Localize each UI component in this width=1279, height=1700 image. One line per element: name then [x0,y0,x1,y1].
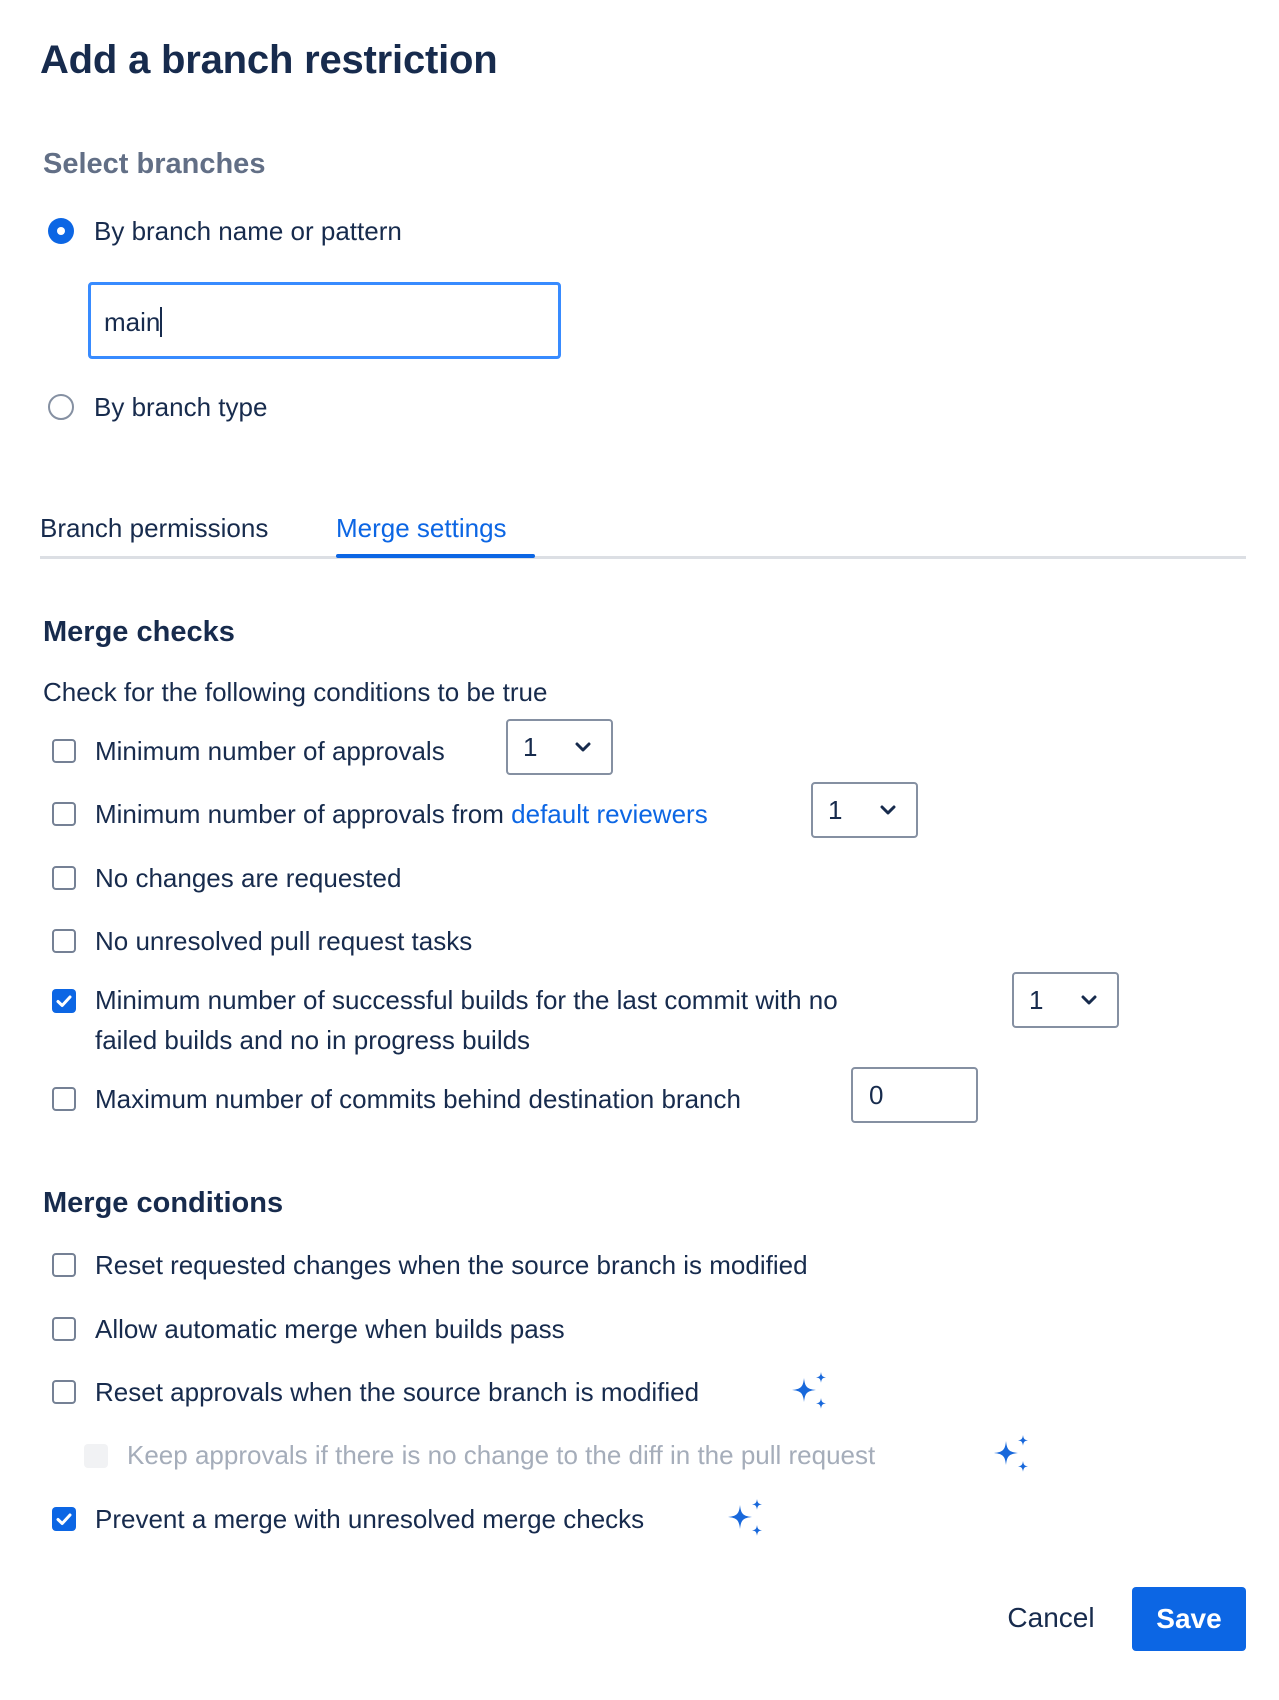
merge-checks-subtitle: Check for the following conditions to be true [43,677,548,707]
select-min-successful-builds-value: 1 [1029,985,1044,1015]
label-max-commits-behind: Maximum number of commits behind destination branch [95,1084,741,1114]
select-min-approvals-default-reviewers[interactable] [811,782,918,838]
label-reset-approvals-text: Reset approvals when the source branch is modified [95,1377,700,1407]
max-commits-behind-input[interactable] [851,1067,978,1123]
select-min-successful-builds[interactable] [1012,972,1119,1028]
checkbox-reset-approvals[interactable] [52,1380,76,1404]
checkbox-reset-requested-changes[interactable] [52,1253,76,1277]
active-tab-indicator [336,554,535,558]
label-keep-approvals: Keep approvals if there is no change to the diff in the pull request [127,1440,876,1470]
checkbox-min-approvals-default-reviewers[interactable] [52,802,76,826]
save-button[interactable]: Save [1132,1587,1246,1651]
dialog-title: Add a branch restriction [40,38,498,82]
max-commits-behind-value: 0 [869,1080,884,1110]
label-prevent-merge-unresolved: Prevent a merge with unresolved merge checks [95,1504,645,1534]
chevron-down-icon [575,741,591,753]
branch-pattern-input[interactable] [88,282,561,359]
radio-by-branch-type[interactable] [48,394,74,420]
label-min-approvals: Minimum number of approvals [95,736,445,766]
tab-branch-permissions[interactable]: Branch permissions [40,513,269,543]
checkbox-no-unresolved-tasks[interactable] [52,929,76,953]
checkbox-allow-automatic-merge[interactable] [52,1317,76,1341]
checkbox-keep-approvals [84,1444,108,1468]
label-reset-requested-changes: Reset requested changes when the source branch is modified [95,1250,808,1280]
checkbox-min-successful-builds[interactable] [52,989,76,1013]
checkmark-icon [52,1507,76,1531]
checkbox-no-changes-requested[interactable] [52,866,76,890]
merge-conditions-heading: Merge conditions [43,1187,284,1219]
radio-by-branch-pattern[interactable] [48,218,74,244]
label-allow-automatic-merge: Allow automatic merge when builds pass [95,1314,565,1344]
checkbox-min-approvals[interactable] [52,739,76,763]
merge-checks-heading: Merge checks [43,616,235,648]
checkbox-max-commits-behind[interactable] [52,1087,76,1111]
tabs-divider [40,556,1246,559]
select-min-approvals[interactable] [506,719,613,775]
label-reset-approvals [95,1372,699,1412]
select-min-approvals-default-reviewers-value: 1 [828,795,843,825]
text-caret [160,307,162,337]
cancel-button[interactable]: Cancel [990,1587,1112,1649]
label-min-successful-builds-line1: Minimum number of successful builds for the last commit with no [95,985,838,1015]
label-min-approvals-default-reviewers [95,794,708,834]
branch-pattern-value: main [104,307,161,337]
label-min-successful-builds-line2: failed builds and no in progress builds [95,1025,531,1055]
tab-merge-settings[interactable]: Merge settings [336,513,507,543]
label-no-unresolved-tasks: No unresolved pull request tasks [95,926,473,956]
label-min-approvals-default-reviewers-text: Minimum number of approvals from [95,799,504,829]
sparkle-icon [724,1497,768,1541]
chevron-down-icon [1081,994,1097,1006]
default-reviewers-link[interactable]: default reviewers [511,799,708,829]
select-branches-heading: Select branches [43,148,266,180]
radio-label-by-branch-pattern: By branch name or pattern [94,216,402,246]
radio-label-by-branch-type: By branch type [94,392,268,422]
checkmark-icon [52,989,76,1013]
select-min-approvals-value: 1 [523,732,538,762]
label-no-changes-requested: No changes are requested [95,863,402,893]
sparkle-icon [788,1370,832,1414]
chevron-down-icon [880,804,896,816]
sparkle-icon [990,1433,1034,1477]
checkbox-prevent-merge-unresolved[interactable] [52,1507,76,1531]
